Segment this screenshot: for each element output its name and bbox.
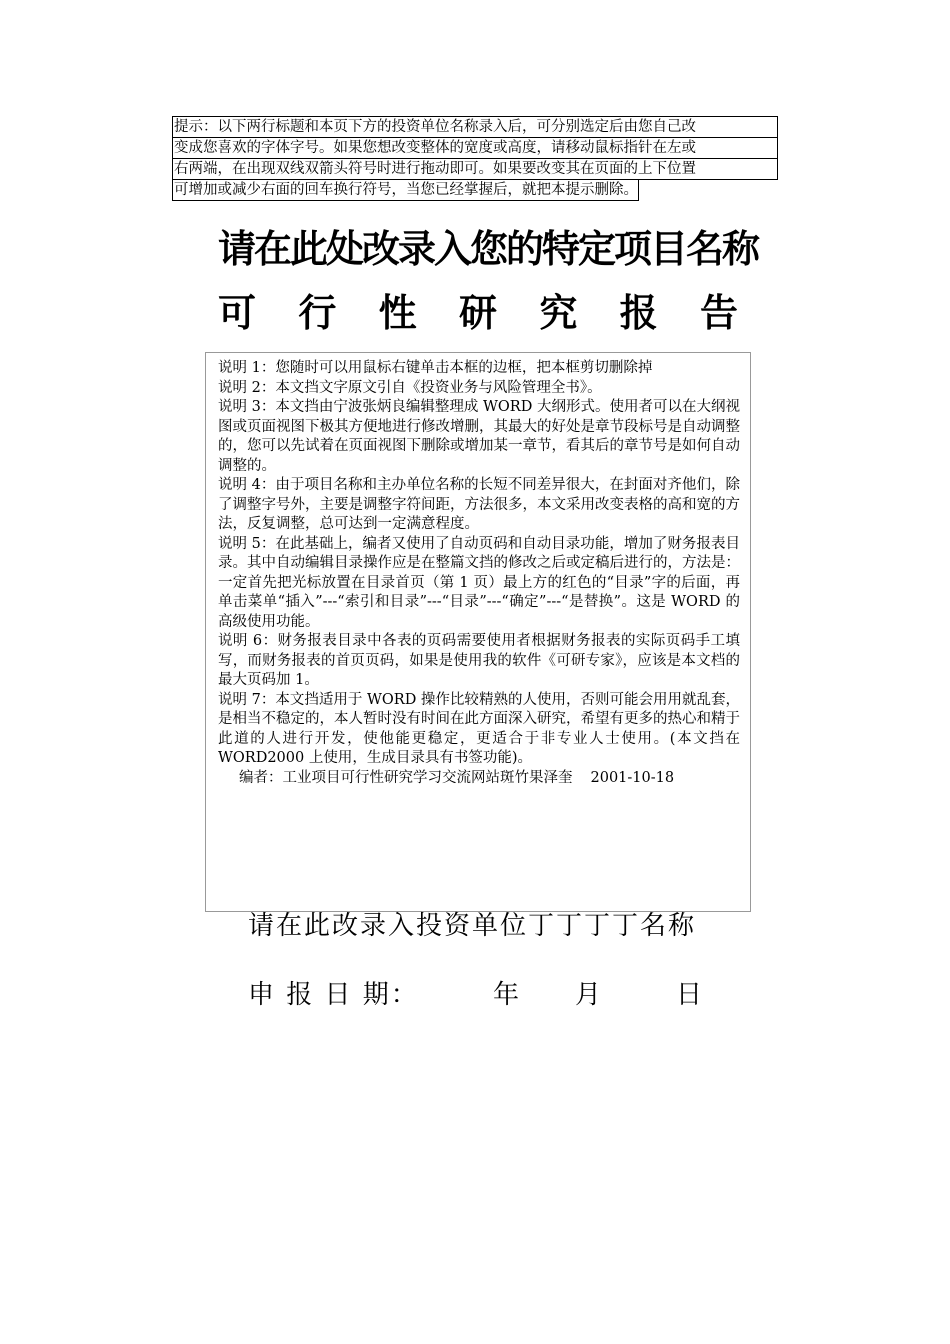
notes-text-box[interactable] <box>205 352 751 912</box>
tip-box <box>172 117 778 205</box>
note-paragraph: 说明 1：您随时可以用鼠标右键单击本框的边框，把本框剪切删除掉 <box>218 360 653 376</box>
note-paragraph: 说明 5：在此基础上，编者又使用了自动页码和自动目录功能，增加了财务报表目录。其中自动编辑目录操作应是在整篇文挡的修改之后或定稿后进行的，方法是：一定首先把光标放置在目录首页（第 1 页）最上方的红色的“目录”字的后面，再单击菜单“插入”---“索引和目录”---“目录”---“确定”---“是替换”。这是 WORD 的高级使用功能。 <box>218 535 740 630</box>
tip-line: 可增加或减少右面的回车换行符号，当您已经掌握后，就把本提示删除。 <box>172 179 639 201</box>
note-paragraph: 说明 2：本文挡文字原文引自《投资业务与风险管理全书》。 <box>218 379 602 396</box>
report-title-char: 告 <box>699 291 738 335</box>
tip-line: 右两端，在出现双线双箭头符号时进行拖动即可。如果要改变其在页面的上下位置 <box>172 158 778 180</box>
apply-date-month: 月 <box>575 980 602 1010</box>
note-paragraph: 说明 4：由于项目名称和主办单位名称的长短不同差异很大，在封面对齐他们，除了调整字号外，主要是调整字符间距，方法很多，本文采用改变表格的高和宽的方法，反复调整，总可达到一定满意程度。 <box>218 477 740 532</box>
report-title-char: 研 <box>458 291 497 335</box>
editor-date: 2001-10-18 <box>590 769 675 786</box>
report-title-char: 可 <box>218 291 257 335</box>
note-paragraph: 说明 3：本文挡由宁波张炳良编辑整理成 WORD 大纲形式。使用者可以在大纲视图或页面视图下极其方便地进行修改增删，其最大的好处是章节段标号是自动调整的，您可以先试着在页面视图下删除或增加某一章节，看其后的章节号是如何自动调整的。 <box>218 399 740 474</box>
report-title-char: 报 <box>619 291 658 335</box>
apply-date-year: 年 <box>493 980 520 1010</box>
editor-line <box>218 769 740 789</box>
editor-label: 编者：工业项目可行性研究学习交流网站斑竹果泽奎 <box>239 769 573 786</box>
note-paragraph: 说明 7：本文挡适用于 WORD 操作比较精熟的人使用，否则可能会用用就乱套，是相当不稳定的，本人暂时没有时间在此方面深入研究，希望有更多的热心和精于此道的人进行开发，使他能更稳定，更适合于非专业人士使用。(本文挡在 WORD2000 上使用，生成目录具有书签功能)。 <box>218 691 740 766</box>
tip-line: 提示：以下两行标题和本页下方的投资单位名称录入后，可分别选定后由您自己改 <box>172 116 778 138</box>
report-title <box>218 282 738 337</box>
tip-line: 变成您喜欢的字体字号。如果您想改变整体的宽度或高度，请移动鼠标指针在左或 <box>172 137 778 159</box>
apply-date-row <box>248 974 728 1010</box>
apply-date-day: 日 <box>676 980 703 1010</box>
project-title: 请在此处改录入您的特定项目名称 <box>218 227 759 271</box>
report-title-char: 性 <box>378 291 417 335</box>
apply-date-label: 申 报 日 期： <box>248 980 419 1010</box>
investor-unit-name: 请在此改录入投资单位丁丁丁丁名称 <box>248 911 697 941</box>
note-paragraph: 说明 6：财务报表目录中各表的页码需要使用者根据财务报表的实际页码手工填写，而财务报表的首页页码，如果是使用我的软件《可研专家》，应该是本文档的最大页码加 1。 <box>218 633 740 688</box>
report-title-char: 究 <box>539 291 578 335</box>
report-title-char: 行 <box>298 291 337 335</box>
